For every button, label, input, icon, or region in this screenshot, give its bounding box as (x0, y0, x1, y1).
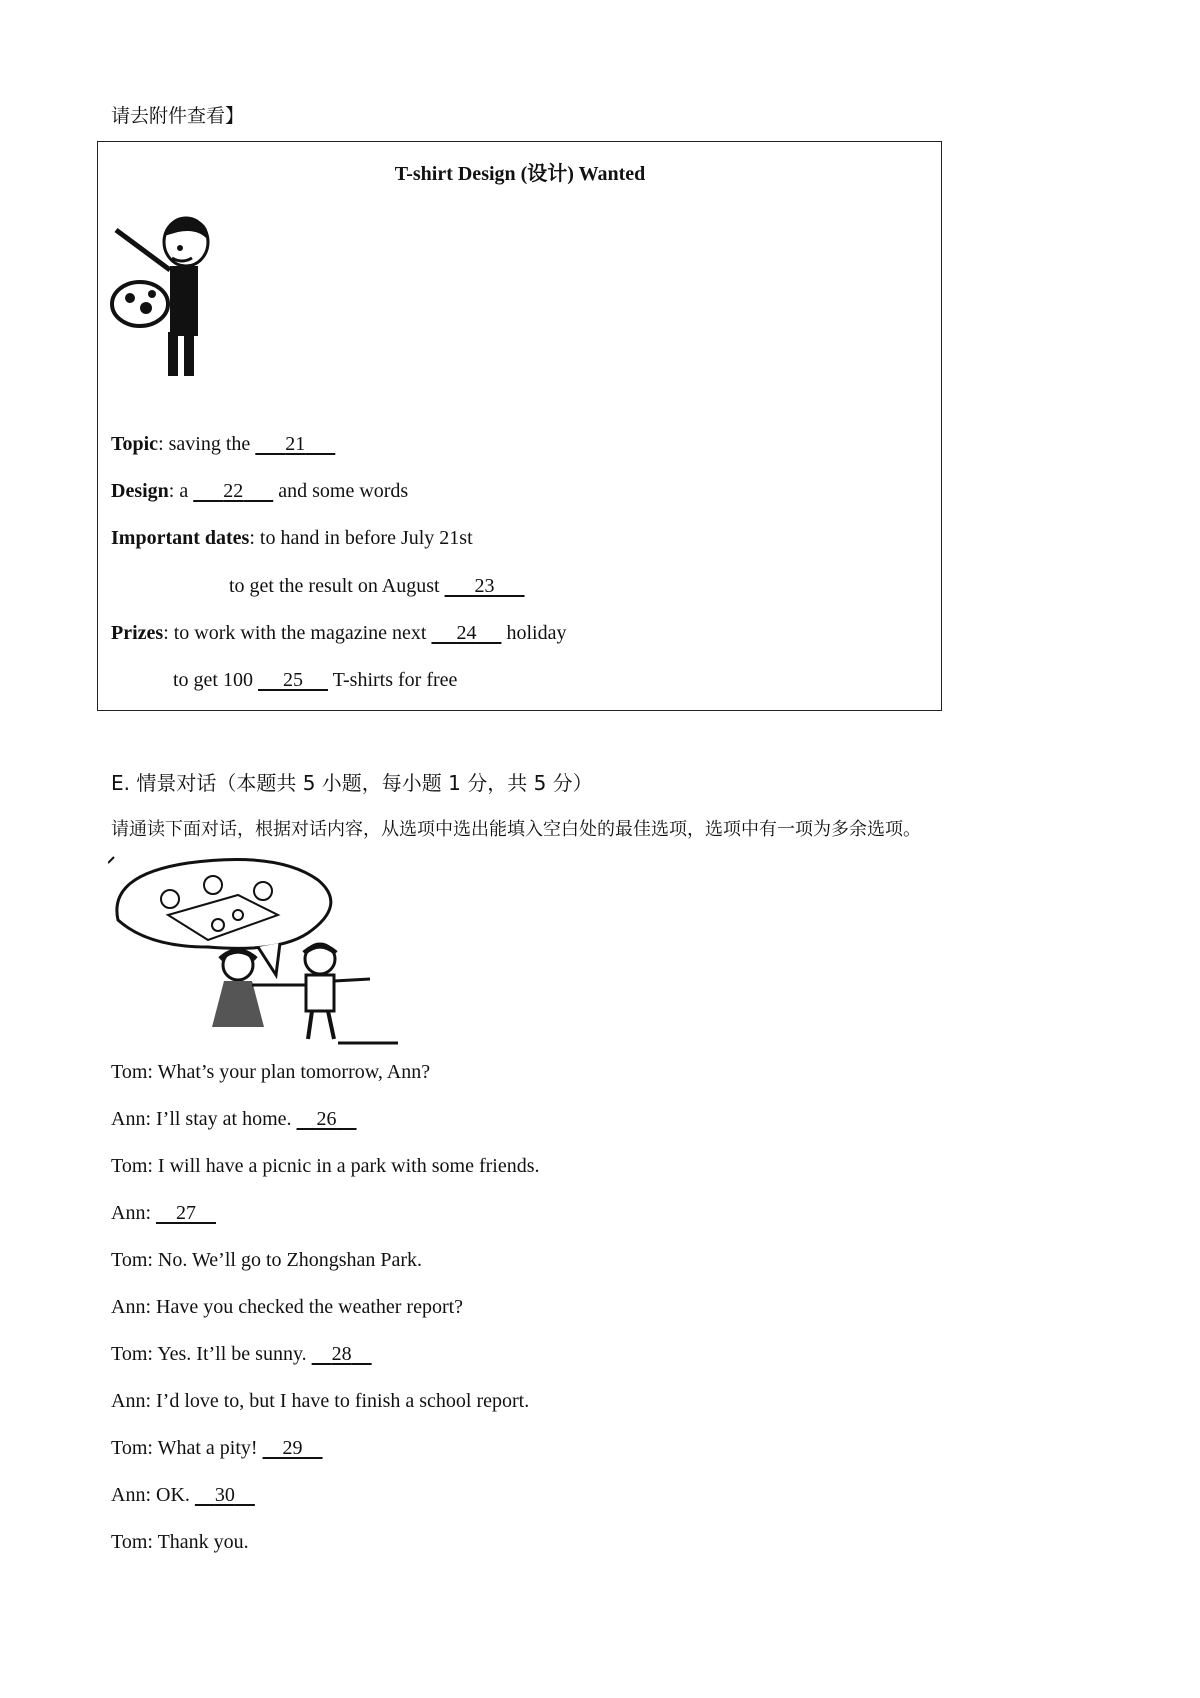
dialogue-line-11: Tom: Thank you. (111, 1531, 249, 1553)
section-e-heading: E. 情景对话（本题共 5 小题，每小题 1 分，共 5 分） (111, 771, 593, 795)
dialogue-line-9: Tom: What a pity! 29 (111, 1436, 323, 1460)
painter-illustration (108, 214, 233, 394)
blank-22[interactable]: 22 (223, 480, 244, 502)
blank-24[interactable]: 24 (456, 622, 477, 644)
blank-30[interactable]: 30 (214, 1484, 235, 1506)
picnic-illustration (108, 855, 398, 1045)
poster-title: T-shirt Design (设计) Wanted (394, 163, 646, 185)
blank-23[interactable]: 23 (474, 575, 495, 597)
blank-28[interactable]: 28 (331, 1343, 352, 1365)
dialogue-line-7: Tom: Yes. It’ll be sunny. 28 (111, 1342, 372, 1366)
dialogue-line-5: Tom: No. We’ll go to Zhongshan Park. (111, 1249, 423, 1271)
intro-line: 请去附件查看】 (111, 105, 245, 127)
blank-27[interactable]: 27 (176, 1202, 196, 1224)
dialogue-line-8: Ann: I’d love to, but I have to finish a school report. (111, 1390, 530, 1412)
dialogue-line-6: Ann: Have you checked the weather report? (111, 1296, 464, 1318)
design-line: Design: a 22 and some words (111, 480, 409, 502)
section-e-instruction: 请通读下面对话，根据对话内容，从选项中选出能填入空白处的最佳选项，选项中有一项为多余选项。 (111, 819, 921, 840)
dialogue-line-1: Tom: What’s your plan tomorrow, Ann? (111, 1061, 431, 1083)
dialogue-line-4: Ann: 27 (111, 1201, 216, 1225)
blank-21[interactable]: 21 (285, 433, 306, 455)
prizes-line-2: to get 100 25 T-shirts for free (173, 669, 458, 691)
dialogue-line-3: Tom: I will have a picnic in a park with some friends. (111, 1155, 540, 1177)
blank-25[interactable]: 25 (283, 669, 303, 691)
blank-26[interactable]: 26 (316, 1108, 337, 1130)
blank-29[interactable]: 29 (282, 1437, 303, 1459)
prizes-line-1: Prizes: to work with the magazine next 24 holiday (111, 622, 567, 644)
dialogue-line-2: Ann: I’ll stay at home. 26 (111, 1107, 357, 1131)
dates-line-2: to get the result on August 23 (229, 574, 525, 598)
dialogue-line-10: Ann: OK. 30 (111, 1483, 255, 1507)
topic-line: Topic: saving the 21 (111, 432, 335, 456)
dates-line-1: Important dates: to hand in before July 21st (111, 527, 473, 549)
